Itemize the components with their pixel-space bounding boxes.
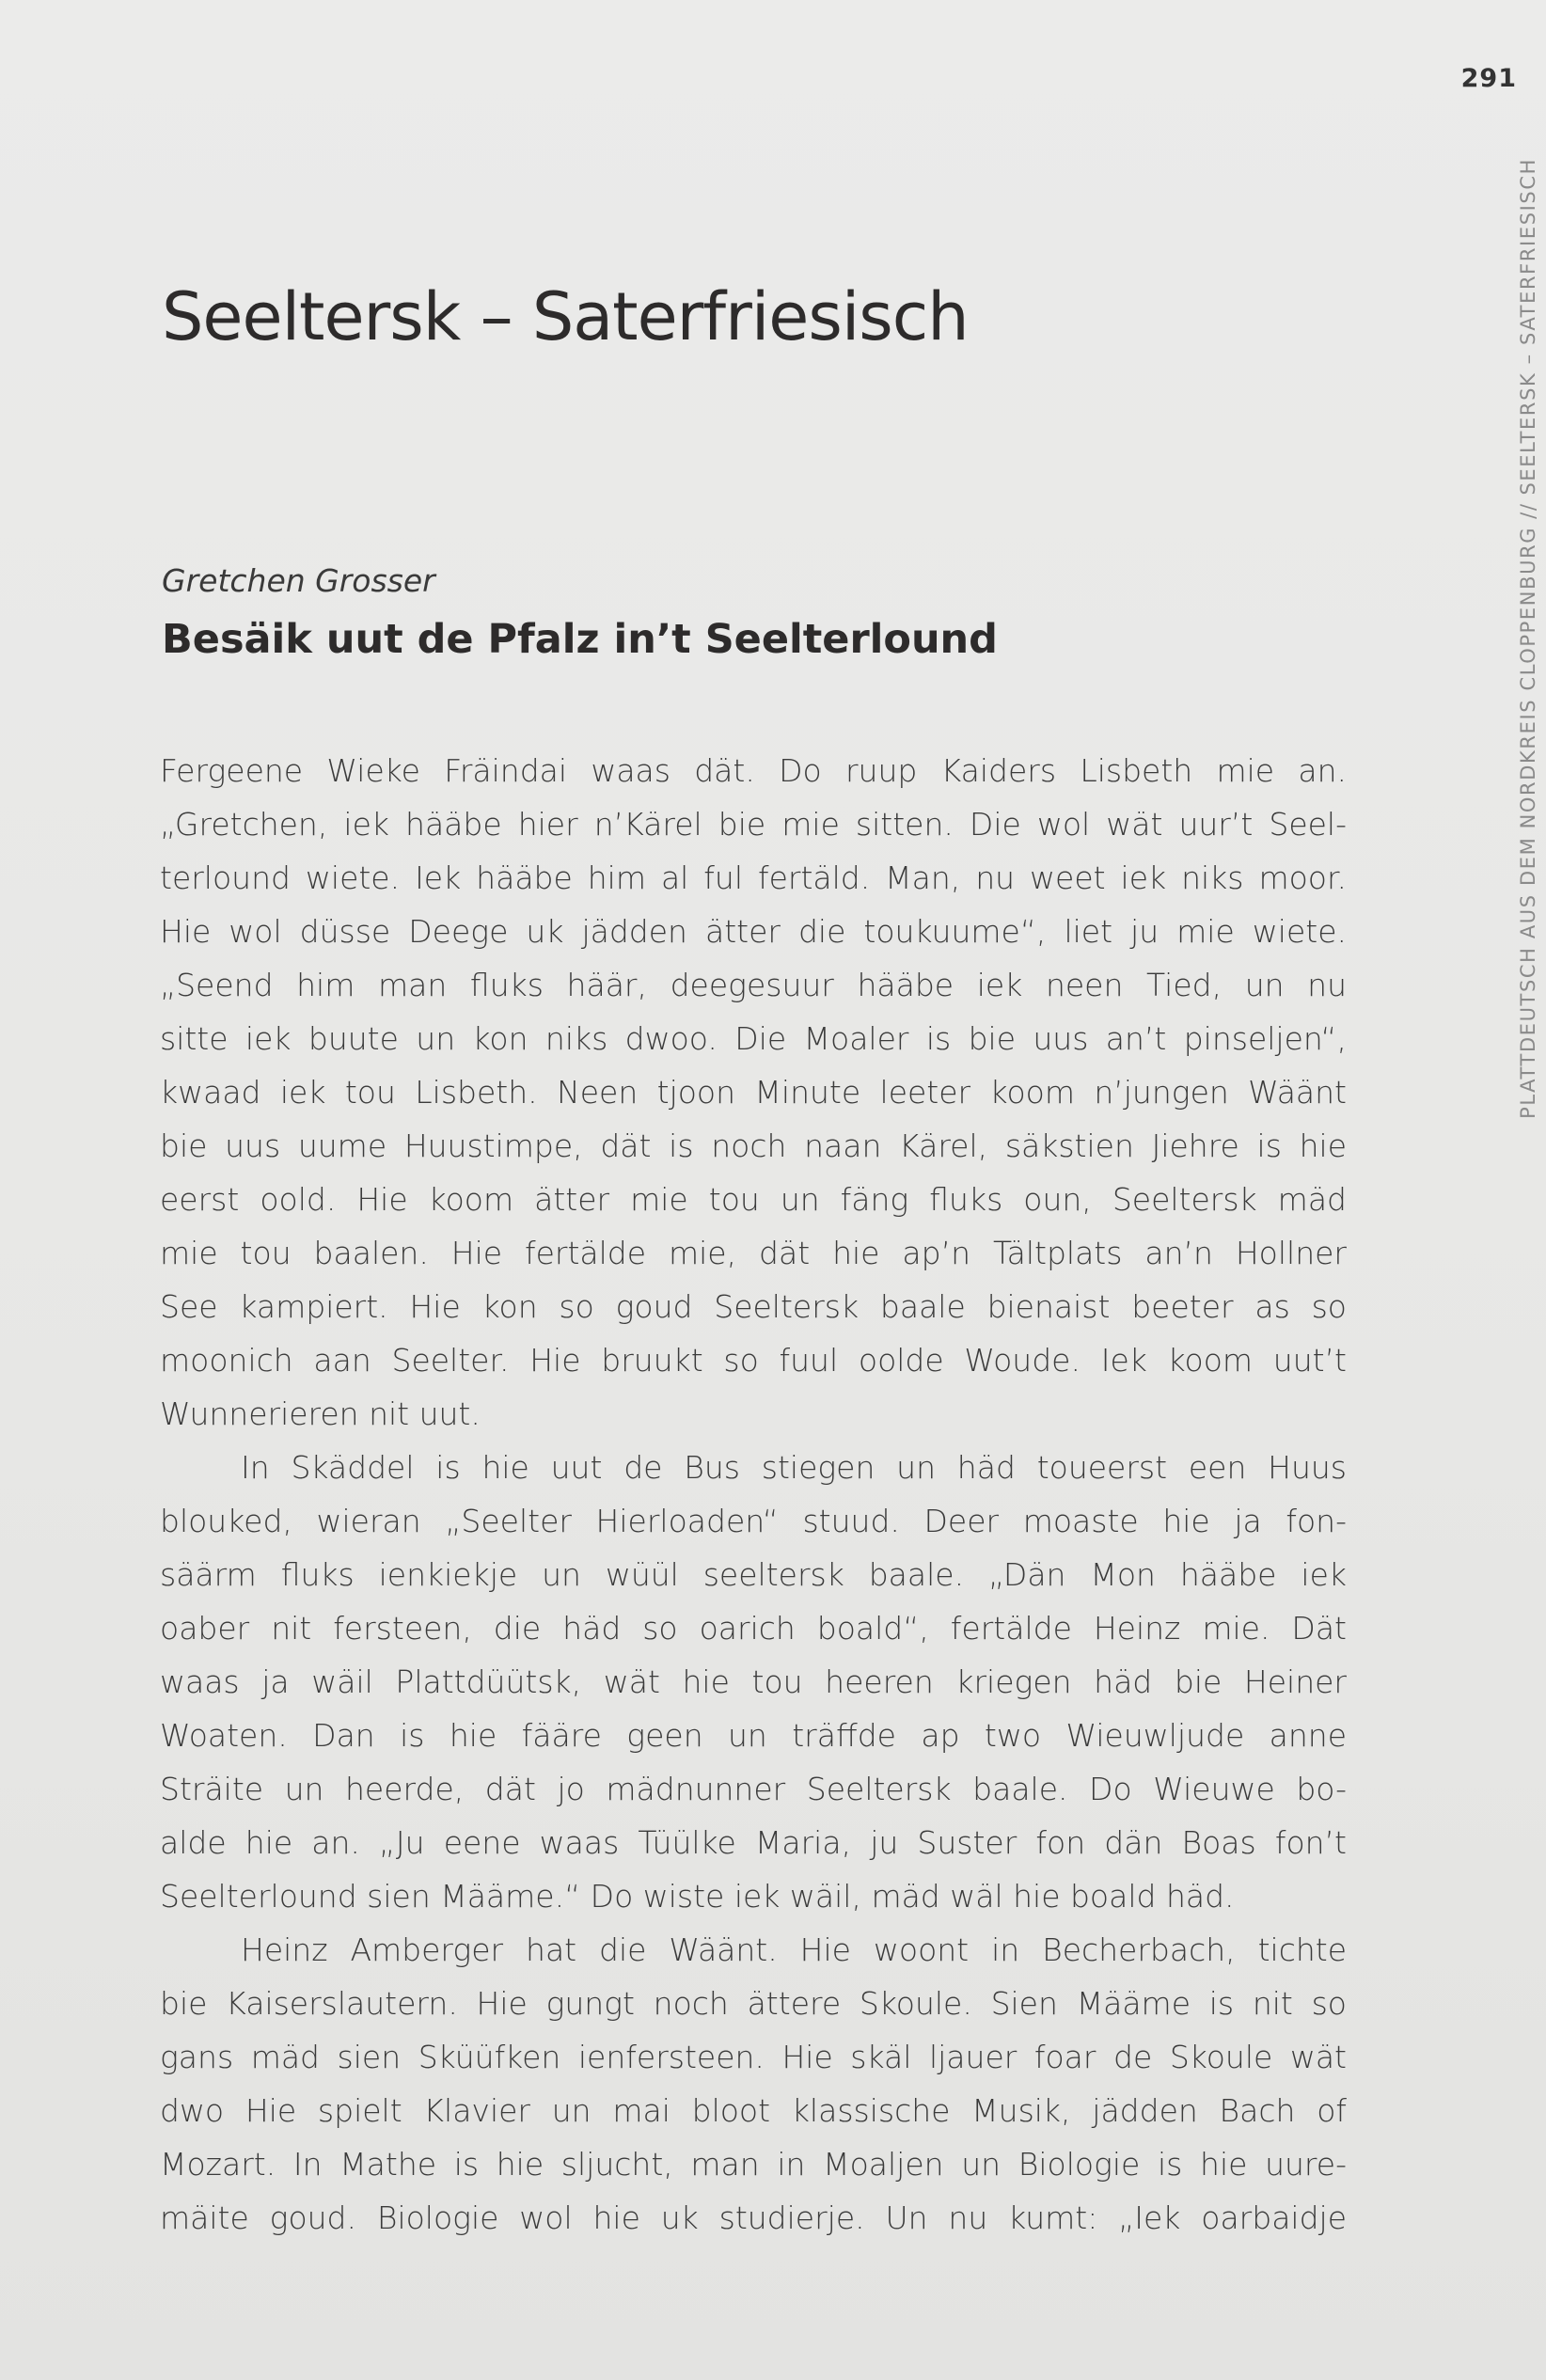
- body-line: In Skäddel is hie uut de Bus stiegen un häd toueerst een Huus: [241, 1449, 1347, 1486]
- author-name: Gretchen Grosser: [162, 562, 435, 599]
- body-line: Woaten. Dan is hie fääre geen un träffde ap two Wieuwljude anne: [160, 1717, 1347, 1754]
- body-line: terlound wiete. Iek hääbe him al ful fertäld. Man, nu weet iek niks moor.: [160, 859, 1347, 896]
- body-line: alde hie an. „Ju eene waas Tüülke Maria, ju Suster fon dän Boas fon’t: [160, 1824, 1347, 1861]
- body-line: bie Kaiserslautern. Hie gungt noch ättere Skoule. Sien Määme is nit so: [160, 1985, 1347, 2022]
- body-line: mäite goud. Biologie wol hie uk studierje. Un nu kumt: „Iek oarbaidje: [160, 2199, 1347, 2236]
- body-line: „Gretchen, iek hääbe hier n’Kärel bie mie sitten. Die wol wät uur’t Seel-: [160, 806, 1347, 843]
- body-line: gans mäd sien Sküüfken ienfersteen. Hie skäl ljauer foar de Skoule wät: [160, 2039, 1347, 2075]
- story-title: Besäik uut de Pfalz in’t Seelterlound: [162, 616, 998, 663]
- body-line: eerst oold. Hie koom ätter mie tou un fäng fluks oun, Seeltersk mäd: [160, 1181, 1347, 1218]
- running-head-part1: PLATTDEUTSCH AUS DEM NORDKREIS CLOPPENBURG: [1517, 526, 1539, 1119]
- running-head: [1517, 158, 1539, 1320]
- body-line: Wunnerieren nit uut.: [160, 1395, 481, 1432]
- body-line: moonich aan Seelter. Hie bruukt so fuul oolde Woude. Iek koom uut’t: [160, 1342, 1347, 1379]
- running-head-separator: //: [1517, 502, 1539, 519]
- body-line: waas ja wäil Plattdüütsk, wät hie tou heeren kriegen häd bie Heiner: [160, 1663, 1347, 1700]
- body-line: „Seend him man fluks häär, deegesuur hääbe iek neen Tied, un nu: [160, 967, 1347, 1003]
- body-line: oaber nit fersteen, die häd so oarich boald“, fertälde Heinz mie. Dät: [160, 1610, 1347, 1647]
- story-body: [160, 744, 1347, 2245]
- body-line: Hie wol düsse Deege uk jädden ätter die toukuume“, liet ju mie wiete.: [160, 913, 1347, 950]
- body-line: Mozart. In Mathe is hie sljucht, man in Moaljen un Biologie is hie uure-: [160, 2146, 1347, 2183]
- body-line: Fergeene Wieke Fräindai waas dät. Do ruup Kaiders Lisbeth mie an.: [160, 752, 1347, 789]
- body-line: mie tou baalen. Hie fertälde mie, dät hie ap’n Tältplats an’n Hollner: [160, 1235, 1347, 1271]
- body-line: dwo Hie spielt Klavier un mai bloot klassische Musik, jädden Bach of: [160, 2092, 1347, 2129]
- chapter-title: Seeltersk – Saterfriesisch: [162, 278, 969, 355]
- body-line: Sträite un heerde, dät jo mädnunner Seeltersk baale. Do Wieuwe bo-: [160, 1771, 1347, 1807]
- running-head-part2: SEELTERSK – SATERFRIESISCH: [1517, 158, 1539, 496]
- body-line: Seelterlound sien Määme.“ Do wiste iek wäil, mäd wäl hie boald häd.: [160, 1878, 1235, 1915]
- body-line: kwaad iek tou Lisbeth. Neen tjoon Minute leeter koom n’jungen Wäänt: [160, 1074, 1347, 1111]
- body-line: bie uus uume Huustimpe, dät is noch naan Kärel, säkstien Jiehre is hie: [160, 1127, 1347, 1164]
- page-number: 291: [1460, 64, 1517, 93]
- body-line: Heinz Amberger hat die Wäänt. Hie woont in Becherbach, tichte: [241, 1931, 1347, 1968]
- body-line: sitte iek buute un kon niks dwoo. Die Moaler is bie uus an’t pinseljen“,: [160, 1020, 1347, 1057]
- body-line: blouked, wieran „Seelter Hierloaden“ stuud. Deer moaste hie ja fon-: [160, 1503, 1347, 1539]
- body-line: See kampiert. Hie kon so goud Seeltersk baale bienaist beeter as so: [160, 1288, 1347, 1325]
- body-line: säärm fluks ienkiekje un wüül seeltersk baale. „Dän Mon hääbe iek: [160, 1556, 1347, 1593]
